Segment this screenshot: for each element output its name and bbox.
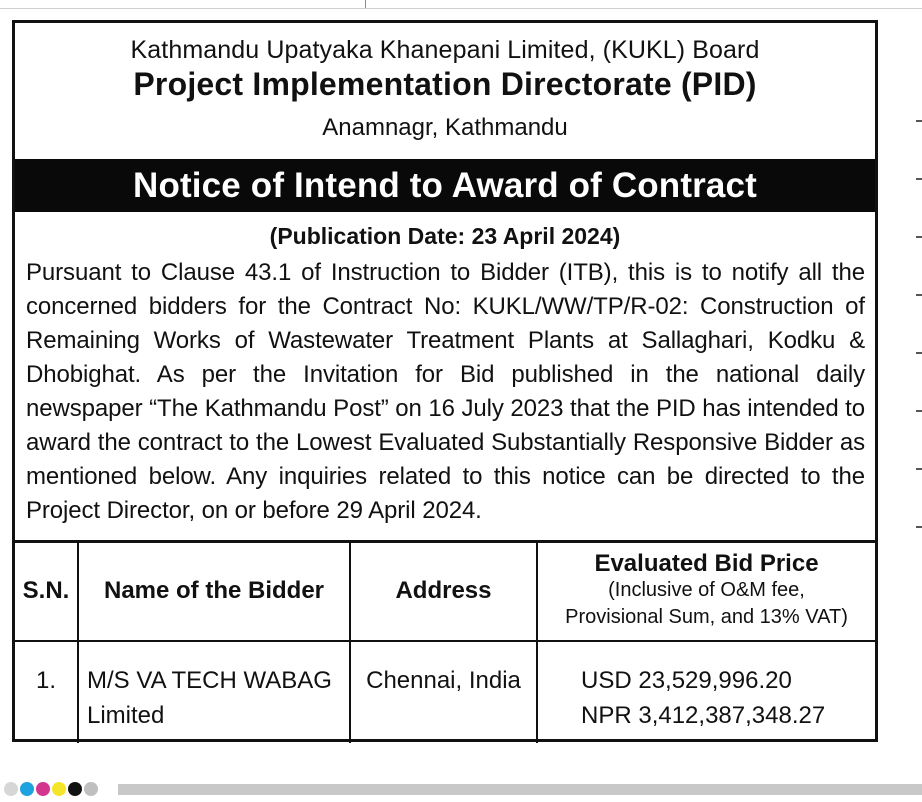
color-dot [20,782,34,796]
price-note-line1: (Inclusive of O&M fee, [608,579,805,602]
column-header-price [537,542,875,641]
column-header-sn: S.N. [22,577,70,605]
bidder-table [15,540,875,743]
color-registration-dots [4,781,100,797]
page-top-rule [0,0,922,9]
publication-date: (Publication Date: 23 April 2024) [269,223,621,249]
board-name: Kathmandu Upatyaka Khanepani Limited, (KUKL) Board [130,36,760,64]
price-note-line2: Provisional Sum, and 13% VAT) [565,606,848,629]
column-header-address: Address [350,542,537,641]
row-address: Chennai, India [350,641,537,743]
color-dot [4,782,18,796]
table-header-row [15,542,875,641]
notice-box [12,20,878,742]
table-row [15,641,875,743]
notice-body: Pursuant to Clause 43.1 of Instruction to Bidder (ITB), this is to notify all the concerned bidders for the Contract No: KUKL/WW/TP/R-02: Construction of Remaining Works of Wastewater Treatment Plants at Sallaghari, Kodku & Dhobighat. As per the Invitation for Bid published in the national daily newspaper “The Kathmandu Post” on 16 July 2023 that the PID has intended to award the contract to the Lowest Evaluated Substantially Responsive Bidder as mentioned below. Any inquiries related to this notice can be directed to the Project Director, on or before 29 April 2024. [26,259,865,524]
color-dot [52,782,66,796]
price-usd: USD 23,529,996.20 [581,666,792,694]
color-dot [68,782,82,796]
row-bidder-name [78,641,350,743]
notice-title: Notice of Intend to Award of Contract [15,159,875,212]
directorate-name: Project Implementation Directorate (PID) [133,66,757,102]
row-price [537,641,875,743]
row-sn: 1. [35,666,56,694]
column-header-bidder: Name of the Bidder [78,542,350,641]
bidder-name-line1: M/S VA TECH WABAG [87,666,332,694]
right-edge-marks [914,120,922,640]
column-divider-mark [365,0,366,8]
office-location: Anamnagr, Kathmandu [322,114,568,141]
bidder-name-line2: Limited [87,701,165,729]
price-npr: NPR 3,412,387,348.27 [581,701,826,729]
color-dot [84,782,98,796]
price-header-label: Evaluated Bid Price [594,550,819,578]
notice-header [15,23,875,159]
footer-bar [118,784,922,795]
color-dot [36,782,50,796]
